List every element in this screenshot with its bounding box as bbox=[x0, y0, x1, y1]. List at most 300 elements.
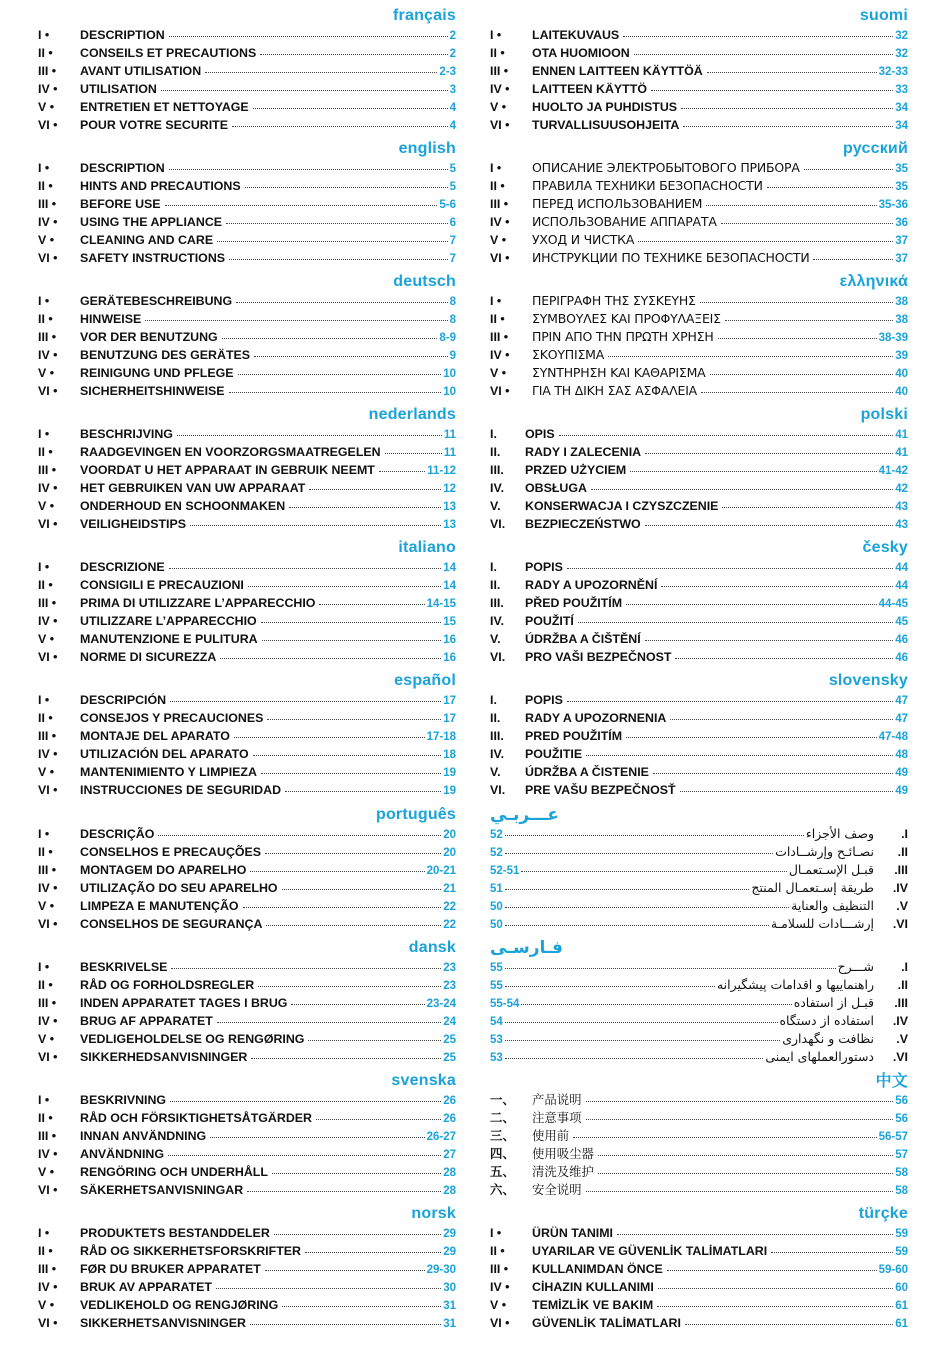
chapter-title: 清洗及维护 bbox=[532, 1163, 594, 1179]
page-number: 30 bbox=[443, 1281, 456, 1294]
page-number: 35 bbox=[895, 181, 908, 194]
chapter-number: III • bbox=[38, 1261, 57, 1276]
toc-section bbox=[38, 272, 456, 405]
page-number: 55-54 bbox=[490, 997, 520, 1010]
page-number: 34 bbox=[895, 102, 908, 114]
chapter-number: .III bbox=[894, 862, 908, 877]
leader-dots bbox=[767, 187, 893, 188]
chapter-number: I • bbox=[490, 294, 502, 309]
page-number: 32 bbox=[895, 30, 908, 42]
chapter-title: 产品说明 bbox=[532, 1091, 582, 1107]
leader-dots bbox=[700, 302, 893, 303]
chapter-number: III • bbox=[38, 995, 57, 1010]
page-number: 55 bbox=[490, 979, 503, 992]
page-number: 59 bbox=[895, 1245, 908, 1258]
toc-entry bbox=[38, 1145, 456, 1163]
page-number: 18 bbox=[443, 749, 456, 762]
chapter-title: إرشـــادات للسلامـة bbox=[770, 915, 874, 931]
leader-dots bbox=[309, 489, 441, 490]
chapter-number: .III bbox=[894, 995, 908, 1010]
toc-entry bbox=[38, 44, 456, 62]
page-number: 16 bbox=[443, 652, 456, 665]
toc-section bbox=[38, 1071, 456, 1204]
page-number: 14 bbox=[443, 580, 456, 593]
page-number: 34 bbox=[895, 120, 908, 132]
leader-dots bbox=[238, 374, 442, 375]
chapter-title: MONTAJE DEL APARATO bbox=[80, 729, 230, 744]
chapter-title: CONSELHOS E PRECAUÇÕES bbox=[80, 844, 262, 859]
chapter-title: DESCRIZIONE bbox=[80, 560, 165, 575]
page-number: 4 bbox=[449, 102, 456, 114]
toc-entry bbox=[38, 1314, 456, 1332]
language-heading: português bbox=[375, 805, 456, 823]
page-number: 37 bbox=[895, 235, 908, 248]
toc-section bbox=[38, 805, 456, 938]
leader-dots bbox=[701, 392, 893, 393]
chapter-number: I • bbox=[38, 959, 50, 974]
page-number: 38-39 bbox=[878, 332, 908, 345]
page-number: 58 bbox=[895, 1166, 908, 1179]
page-number: 11-12 bbox=[427, 465, 456, 478]
chapter-number: 三、 bbox=[490, 1128, 515, 1143]
toc-entry bbox=[490, 213, 908, 231]
leader-dots bbox=[305, 1252, 441, 1253]
chapter-title: OPIS bbox=[525, 427, 555, 442]
toc-entry bbox=[38, 159, 456, 177]
page-number: 12 bbox=[443, 483, 456, 496]
chapter-number: IV • bbox=[490, 215, 510, 230]
chapter-title: ENTRETIEN ET NETTOYAGE bbox=[80, 100, 249, 114]
page-number: 56 bbox=[895, 1112, 908, 1125]
page-number: 38 bbox=[895, 314, 908, 327]
chapter-title: POUŽITÍ bbox=[525, 614, 574, 629]
leader-dots bbox=[725, 320, 893, 321]
chapter-number: VI. bbox=[490, 517, 506, 532]
leader-dots bbox=[289, 507, 441, 508]
page-number: 8 bbox=[449, 296, 456, 309]
chapter-number: I • bbox=[490, 161, 502, 176]
page-number: 22 bbox=[443, 900, 456, 913]
page-number: 13 bbox=[443, 501, 456, 514]
page-number: 26-27 bbox=[426, 1130, 456, 1143]
chapter-title: LAITEKUVAUS bbox=[532, 28, 620, 42]
chapter-title: RADY I ZALECENIA bbox=[525, 445, 642, 460]
toc-entry bbox=[38, 558, 456, 576]
page-number: 43 bbox=[895, 519, 908, 532]
toc-entry bbox=[38, 630, 456, 648]
chapter-title: HUOLTO JA PUHDISTUS bbox=[532, 100, 678, 114]
page-number: 44 bbox=[895, 580, 908, 593]
page-number: 29-30 bbox=[426, 1263, 456, 1276]
leader-dots bbox=[505, 986, 715, 987]
page-number: 23 bbox=[443, 979, 456, 992]
toc-entry bbox=[490, 443, 908, 461]
toc-entry bbox=[490, 1030, 908, 1048]
toc-entry bbox=[490, 861, 908, 879]
leader-dots bbox=[210, 1137, 424, 1138]
language-heading: عـــربـي bbox=[490, 804, 560, 825]
toc-entry bbox=[38, 26, 456, 44]
leader-dots bbox=[177, 435, 442, 436]
page-number: 10 bbox=[443, 368, 456, 381]
chapter-number: I • bbox=[490, 1225, 502, 1240]
leader-dots bbox=[379, 471, 425, 472]
toc-entry bbox=[38, 825, 456, 843]
chapter-number: IV • bbox=[38, 215, 58, 230]
chapter-number: .I bbox=[901, 959, 908, 974]
toc-entry bbox=[38, 231, 456, 249]
language-heading: русский bbox=[843, 140, 908, 158]
language-heading: ελληνικά bbox=[839, 273, 908, 291]
leader-dots bbox=[236, 302, 447, 303]
toc-entry bbox=[38, 292, 456, 310]
page-number: 31 bbox=[443, 1317, 456, 1330]
chapter-title: PRIMA DI UTILIZZARE L’APPARECCHIO bbox=[80, 596, 316, 611]
toc-entry bbox=[490, 382, 908, 400]
chapter-title: PRED POUŽITÍM bbox=[525, 729, 623, 744]
chapter-number: IV • bbox=[38, 614, 58, 629]
chapter-number: VI • bbox=[38, 384, 58, 399]
chapter-number: II • bbox=[38, 977, 53, 992]
toc-entry bbox=[490, 1091, 908, 1109]
chapter-title: BRUK AV APPARATET bbox=[80, 1279, 212, 1294]
leader-dots bbox=[265, 1270, 425, 1271]
toc-entry bbox=[490, 116, 908, 134]
chapter-number: 一、 bbox=[490, 1092, 515, 1107]
toc-entry bbox=[38, 1091, 456, 1109]
leader-dots bbox=[505, 968, 836, 969]
toc-entry bbox=[38, 781, 456, 799]
chapter-number: IV • bbox=[38, 348, 58, 363]
leader-dots bbox=[145, 320, 447, 321]
leader-dots bbox=[645, 640, 894, 641]
leader-dots bbox=[675, 658, 893, 659]
page-number: 31 bbox=[443, 1299, 456, 1312]
leader-dots bbox=[591, 489, 893, 490]
chapter-number: V. bbox=[490, 499, 501, 514]
toc-entry bbox=[490, 1260, 908, 1278]
toc-entry bbox=[38, 691, 456, 709]
toc-entry bbox=[38, 648, 456, 666]
toc-entry bbox=[38, 479, 456, 497]
chapter-number: V • bbox=[38, 1297, 55, 1312]
toc-entry bbox=[490, 310, 908, 328]
page-number: 47-48 bbox=[878, 731, 908, 744]
chapter-number: I • bbox=[38, 826, 50, 841]
language-heading: nederlands bbox=[368, 406, 456, 424]
toc-entry bbox=[490, 1145, 908, 1163]
chapter-title: طريقة إسـتعمـال المنتج bbox=[751, 879, 874, 895]
toc-entry bbox=[490, 1048, 908, 1066]
page-number: 26 bbox=[443, 1112, 456, 1125]
chapter-number: I • bbox=[38, 28, 50, 42]
leader-dots bbox=[229, 259, 448, 260]
chapter-number: I. bbox=[490, 427, 497, 442]
page-number: 24 bbox=[443, 1015, 456, 1028]
chapter-number: IV • bbox=[38, 1146, 58, 1161]
toc-entry bbox=[490, 195, 908, 213]
chapter-number: VI. bbox=[490, 650, 506, 665]
leader-dots bbox=[169, 169, 448, 170]
chapter-number: V • bbox=[38, 632, 55, 647]
toc-entry bbox=[490, 976, 908, 994]
chapter-number: I. bbox=[490, 560, 497, 575]
chapter-number: II • bbox=[490, 46, 505, 60]
chapter-number: I • bbox=[38, 1225, 50, 1240]
toc-section bbox=[38, 538, 456, 671]
chapter-title: NORME DI SICUREZZA bbox=[80, 650, 217, 665]
leader-dots bbox=[505, 907, 789, 908]
chapter-title: LIMPEZA E MANUTENÇÃO bbox=[80, 898, 239, 913]
chapter-number: III • bbox=[38, 1128, 57, 1143]
toc-entry bbox=[490, 612, 908, 630]
toc-entry bbox=[490, 630, 908, 648]
chapter-title: UTILIZACIÓN DEL APARATO bbox=[80, 747, 249, 762]
toc-entry bbox=[490, 576, 908, 594]
toc-entry bbox=[38, 1030, 456, 1048]
leader-dots bbox=[253, 755, 442, 756]
chapter-title: INSTRUCCIONES DE SEGURIDAD bbox=[80, 783, 282, 798]
toc-entry bbox=[38, 1181, 456, 1199]
leader-dots bbox=[308, 1040, 441, 1041]
chapter-title: 注意事项 bbox=[532, 1109, 582, 1125]
page-number: 53 bbox=[490, 1051, 503, 1064]
chapter-number: IV • bbox=[490, 82, 510, 96]
chapter-number: III • bbox=[38, 197, 57, 212]
chapter-number: IV • bbox=[38, 1013, 58, 1028]
chapter-number: V • bbox=[38, 366, 55, 381]
page-number: 25 bbox=[443, 1051, 456, 1064]
chapter-title: VEDLIGEHOLDELSE OG RENGØRING bbox=[80, 1031, 305, 1046]
page-number: 59 bbox=[895, 1227, 908, 1240]
toc-entry bbox=[490, 44, 908, 62]
language-heading: suomi bbox=[859, 7, 908, 24]
leader-dots bbox=[634, 54, 893, 55]
toc-entry bbox=[38, 98, 456, 116]
page-number: 11 bbox=[443, 447, 456, 460]
leader-dots bbox=[586, 1191, 894, 1192]
toc-entry bbox=[38, 1242, 456, 1260]
leader-dots bbox=[265, 853, 441, 854]
leader-dots bbox=[291, 1004, 424, 1005]
page-number: 20 bbox=[443, 846, 456, 859]
leader-dots bbox=[645, 453, 893, 454]
chapter-title: PŘED POUŽITÍM bbox=[525, 596, 623, 611]
toc-entry bbox=[490, 709, 908, 727]
toc-entry bbox=[38, 1163, 456, 1181]
page-number: 32-33 bbox=[878, 66, 908, 78]
chapter-number: IV. bbox=[490, 614, 505, 629]
toc-entry bbox=[490, 292, 908, 310]
chapter-title: BENUTZUNG DES GERÄTES bbox=[80, 348, 251, 363]
chapter-number: II • bbox=[38, 179, 53, 194]
chapter-title: ΠΡΙΝ ΑΠΟ ΤΗΝ ΠΡΩΤΗ ΧΡΗΣΗ bbox=[532, 329, 714, 345]
toc-section bbox=[38, 671, 456, 804]
chapter-number: II • bbox=[38, 312, 53, 327]
chapter-title: AVANT UTILISATION bbox=[80, 64, 202, 78]
chapter-number: V. bbox=[490, 632, 501, 647]
toc-entry bbox=[490, 1296, 908, 1314]
toc-entry bbox=[490, 1163, 908, 1181]
chapter-number: VI • bbox=[38, 251, 58, 266]
chapter-number: IV • bbox=[38, 481, 58, 496]
chapter-title: DESCRIÇÃO bbox=[80, 826, 155, 841]
language-heading: فـارسـی bbox=[490, 937, 563, 958]
leader-dots bbox=[232, 126, 448, 127]
toc-entry bbox=[38, 177, 456, 195]
leader-dots bbox=[253, 108, 448, 109]
toc-entry bbox=[490, 1181, 908, 1199]
leader-dots bbox=[505, 925, 769, 926]
chapter-title: 使用前 bbox=[532, 1127, 570, 1143]
chapter-title: CİHAZIN KULLANIMI bbox=[532, 1279, 654, 1294]
leader-dots bbox=[657, 1306, 893, 1307]
chapter-title: RENGÖRING OCH UNDERHÅLL bbox=[80, 1164, 268, 1179]
chapter-number: VI. bbox=[490, 783, 506, 798]
leader-dots bbox=[220, 658, 441, 659]
toc-entry bbox=[490, 558, 908, 576]
chapter-title: KULLANIMDAN ÖNCE bbox=[532, 1261, 663, 1276]
leader-dots bbox=[658, 1288, 893, 1289]
right-column bbox=[490, 6, 908, 1337]
toc-entry bbox=[490, 1278, 908, 1296]
chapter-title: ΣΥΝΤΗΡΗΣΗ ΚΑΙ ΚΑΘΑΡΙΣΜΑ bbox=[532, 365, 706, 381]
page-number: 14 bbox=[443, 562, 456, 575]
language-heading: español bbox=[394, 672, 456, 690]
page-number: 7 bbox=[449, 235, 456, 248]
page-number: 20 bbox=[443, 828, 456, 841]
page-number: 8-9 bbox=[439, 332, 456, 345]
language-heading: svenska bbox=[391, 1071, 456, 1089]
leader-dots bbox=[222, 338, 438, 339]
page-number: 26 bbox=[443, 1094, 456, 1107]
leader-dots bbox=[161, 90, 448, 91]
page-number: 29 bbox=[443, 1245, 456, 1258]
chapter-title: KONSERWACJA I CZYSZCZENIE bbox=[525, 499, 719, 514]
page-number: 43 bbox=[895, 501, 908, 514]
chapter-number: IV • bbox=[490, 1279, 510, 1294]
leader-dots bbox=[254, 356, 448, 357]
toc-entry bbox=[490, 80, 908, 98]
page-number: 20-21 bbox=[426, 864, 456, 877]
chapter-title: CLEANING AND CARE bbox=[80, 233, 214, 248]
chapter-number: III • bbox=[490, 64, 509, 78]
chapter-title: INNAN ANVÄNDNING bbox=[80, 1128, 207, 1143]
leader-dots bbox=[319, 604, 424, 605]
leader-dots bbox=[617, 1234, 893, 1235]
page-number: 15 bbox=[443, 616, 456, 629]
toc-entry bbox=[38, 62, 456, 80]
toc-entry bbox=[38, 213, 456, 231]
leader-dots bbox=[262, 640, 442, 641]
chapter-number: VI • bbox=[490, 118, 510, 132]
chapter-number: V • bbox=[38, 233, 55, 248]
chapter-title: 使用吸尘器 bbox=[532, 1145, 594, 1161]
toc-section bbox=[490, 1204, 908, 1337]
page-number: 13 bbox=[443, 519, 456, 532]
chapter-title: استفاده از دستگاه bbox=[779, 1012, 874, 1028]
chapter-number: VI • bbox=[38, 1049, 58, 1064]
chapter-number: III • bbox=[38, 862, 57, 877]
chapter-number: II • bbox=[490, 1243, 505, 1258]
chapter-number: IV • bbox=[490, 348, 510, 363]
chapter-title: UTILIZAÇÃO DO SEU APARELHO bbox=[80, 880, 278, 895]
page-number: 49 bbox=[895, 785, 908, 798]
chapter-number: 六、 bbox=[490, 1182, 515, 1197]
chapter-number: VI • bbox=[38, 650, 58, 665]
leader-dots bbox=[261, 773, 441, 774]
chapter-number: III • bbox=[490, 330, 509, 345]
page-number: 40 bbox=[895, 368, 908, 381]
page-number: 56 bbox=[895, 1094, 908, 1107]
chapter-number: I. bbox=[490, 693, 497, 708]
chapter-number: IV • bbox=[38, 747, 58, 762]
page-number: 44-45 bbox=[878, 598, 908, 611]
page-number: 44 bbox=[895, 562, 908, 575]
leader-dots bbox=[250, 871, 424, 872]
leader-dots bbox=[261, 622, 442, 623]
leader-dots bbox=[234, 737, 425, 738]
chapter-title: PRE VAŠU BEZPEČNOSŤ bbox=[525, 783, 676, 798]
toc-section bbox=[38, 139, 456, 272]
toc-entry bbox=[38, 382, 456, 400]
chapter-number: .V bbox=[896, 898, 908, 913]
leader-dots bbox=[170, 1101, 441, 1102]
chapter-number: VI • bbox=[490, 384, 510, 399]
leader-dots bbox=[205, 72, 437, 73]
toc-entry bbox=[490, 745, 908, 763]
leader-dots bbox=[267, 719, 441, 720]
toc-entry bbox=[490, 98, 908, 116]
toc-section bbox=[490, 272, 908, 405]
page-number: 39 bbox=[895, 350, 908, 363]
chapter-number: IV. bbox=[490, 481, 505, 496]
chapter-number: III • bbox=[490, 1261, 509, 1276]
toc-entry bbox=[490, 763, 908, 781]
chapter-title: UYARILAR VE GÜVENLİK TALİMATLARI bbox=[532, 1243, 768, 1258]
toc-entry bbox=[38, 1224, 456, 1242]
chapter-number: II. bbox=[490, 578, 501, 593]
toc-entry bbox=[38, 195, 456, 213]
chapter-title: REINIGUNG UND PFLEGE bbox=[80, 366, 234, 381]
chapter-title: MANUTENZIONE E PULITURA bbox=[80, 632, 258, 647]
leader-dots bbox=[226, 223, 448, 224]
toc-entry bbox=[490, 26, 908, 44]
toc-entry bbox=[490, 915, 908, 933]
chapter-title: FØR DU BRUKER APPARATET bbox=[80, 1261, 261, 1276]
chapter-number: III • bbox=[38, 596, 57, 611]
toc-entry bbox=[490, 461, 908, 479]
chapter-title: INDEN APPARATET TAGES I BRUG bbox=[80, 995, 288, 1010]
chapter-title: POPIS bbox=[525, 693, 563, 708]
chapter-title: MANTENIMIENTO Y LIMPIEZA bbox=[80, 765, 257, 780]
leader-dots bbox=[710, 374, 894, 375]
leader-dots bbox=[804, 169, 893, 170]
chapter-number: VI • bbox=[490, 251, 510, 266]
chapter-title: قبـل از استفاده bbox=[793, 994, 874, 1010]
chapter-number: II • bbox=[38, 844, 53, 859]
chapter-number: VI • bbox=[38, 517, 58, 532]
leader-dots bbox=[282, 1306, 441, 1307]
page-number: 10 bbox=[443, 386, 456, 399]
chapter-title: RÅD OG FORHOLDSREGLER bbox=[80, 977, 255, 992]
page-number: 51 bbox=[490, 882, 503, 895]
page-number: 25 bbox=[443, 1033, 456, 1046]
chapter-number: VI • bbox=[38, 1182, 58, 1197]
leader-dots bbox=[316, 1119, 441, 1120]
toc-entry bbox=[38, 709, 456, 727]
leader-dots bbox=[505, 889, 750, 890]
